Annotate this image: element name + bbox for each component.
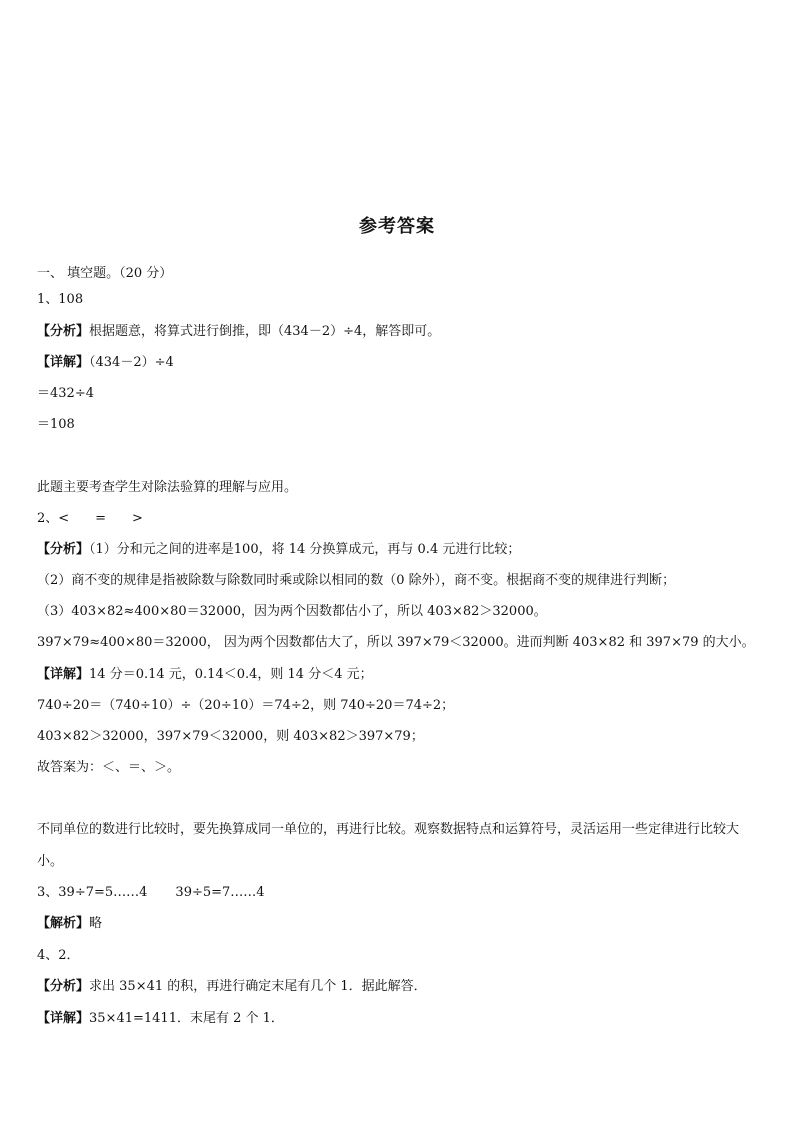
analysis-text: 求出 35×41 的积，再进行确定末尾有几个 1．据此解答． bbox=[89, 979, 427, 994]
analysis-tag: 【分析】 bbox=[37, 979, 90, 994]
q1-step1: ＝432÷4 bbox=[37, 386, 94, 401]
section-heading: 一、 填空题。（20 分） bbox=[37, 266, 173, 281]
q3-answer-a: 3、39÷7=5……4 bbox=[37, 885, 148, 900]
q2-answer: 2、< = > bbox=[37, 511, 143, 526]
q4-analysis bbox=[37, 979, 427, 995]
q2-analysis3: （3）403×82≈400×80＝32000，因为两个因数都估小了，所以 403×82＞32000。 bbox=[37, 604, 547, 619]
detail-tag: 【详解】 bbox=[37, 355, 90, 370]
q2-detail4: 故答案为：＜、＝、＞。 bbox=[37, 760, 181, 775]
q1-analysis bbox=[37, 324, 440, 340]
q3-analysis bbox=[37, 916, 102, 932]
detail-tag: 【详解】 bbox=[37, 667, 90, 682]
q3-answer-b: 39÷5=7……4 bbox=[175, 885, 265, 900]
detail-tag: 【详解】 bbox=[37, 1011, 90, 1026]
q2-detail2: 740÷20＝（740÷10）÷（20÷10）＝74÷2，则 740÷20＝74÷2； bbox=[37, 698, 455, 713]
analysis-text: 略 bbox=[89, 916, 103, 931]
q1-comment: 此题主要考查学生对除法验算的理解与应用。 bbox=[37, 480, 298, 495]
analysis-text: （1）分和元之间的进率是100，将 14 分换算成元，再与 0.4 元进行比较； bbox=[89, 542, 521, 557]
q1-step2: ＝108 bbox=[37, 417, 75, 432]
analysis-text: 根据题意，将算式进行倒推，即（434－2）÷4，解答即可。 bbox=[89, 324, 441, 339]
analysis-tag: 【解析】 bbox=[37, 916, 90, 931]
q4-detail bbox=[37, 1011, 284, 1027]
q2-detail1 bbox=[37, 667, 373, 683]
q2-comment: 不同单位的数进行比较时，要先换算成同一单位的，再进行比较。观察数据特点和运算符号，灵活运用一些定律进行比较大小。 bbox=[37, 822, 740, 869]
q4-answer: 4、2． bbox=[37, 948, 80, 963]
q1-answer: 1、108 bbox=[37, 292, 84, 307]
q1-detail bbox=[37, 355, 174, 371]
detail-text: （434－2）÷4 bbox=[89, 355, 174, 370]
analysis-tag: 【分析】 bbox=[37, 542, 90, 557]
q2-analysis2: （2）商不变的规律是指被除数与除数同时乘或除以相同的数（0 除外），商不变。根据商不变的规律进行判断； bbox=[37, 573, 676, 588]
q2-analysis1 bbox=[37, 542, 520, 558]
q2-detail3: 403×82＞32000，397×79＜32000，则 403×82＞397×79； bbox=[37, 729, 424, 744]
q2-analysis4: 397×79≈400×80＝32000， 因为两个因数都估大了，所以 397×79＜32000。进而判断 403×82 和 397×79 的大小。 bbox=[37, 635, 755, 650]
detail-text: 14 分＝0.14 元，0.14＜0.4，则 14 分＜4 元； bbox=[89, 667, 373, 682]
detail-text: 35×41=1411．末尾有 2 个 1． bbox=[89, 1011, 284, 1026]
page-title: 参考答案 bbox=[359, 216, 435, 237]
analysis-tag: 【分析】 bbox=[37, 324, 90, 339]
q3-answer bbox=[37, 885, 265, 901]
